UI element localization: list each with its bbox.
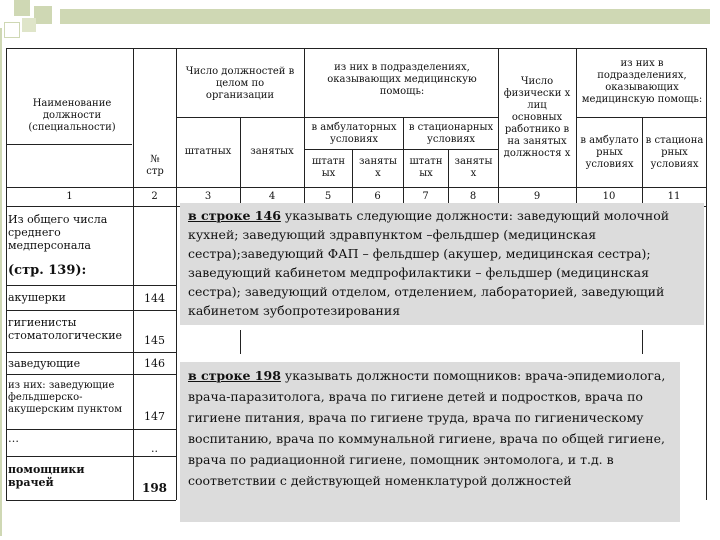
row-num-145: 145 bbox=[144, 334, 165, 347]
header-occupied-inpatient: заняты х bbox=[454, 156, 493, 179]
row-label-dental-hygienists: гигиенисты стоматологические bbox=[8, 316, 123, 342]
header-outpatient: в амбулаторных условиях bbox=[311, 122, 397, 145]
col-number-3: 3 bbox=[204, 190, 212, 202]
header-occupied-outpatient: заняты х bbox=[359, 156, 397, 179]
col-number-5: 5 bbox=[324, 190, 332, 202]
row-num-147: 147 bbox=[144, 410, 165, 423]
row-num-146: 146 bbox=[144, 357, 165, 370]
decor-square-1 bbox=[14, 0, 30, 16]
row-label-mid-staff-ref: (стр. 139): bbox=[8, 263, 87, 278]
note-row-198-prefix: в строке 198 bbox=[188, 368, 281, 383]
header-inpatient-2: в стациона рных условиях bbox=[645, 135, 704, 170]
col-number-4: 4 bbox=[268, 190, 276, 202]
header-occupied: занятых bbox=[250, 146, 294, 157]
row-label-ellipsis: … bbox=[8, 432, 19, 445]
header-outpatient-2: в амбулато рных условиях bbox=[580, 135, 639, 170]
decor-square-2 bbox=[34, 6, 52, 24]
row-num-144: 144 bbox=[144, 292, 165, 305]
accent-bar bbox=[60, 9, 710, 24]
col-number-11: 11 bbox=[667, 190, 681, 202]
col-number-1: 1 bbox=[66, 190, 73, 202]
note-row-146-text: указывать следующие должности: заведующий молочной кухней; заведующий здравпунктом –фельдшер (медицинская сестра);заведующий ФАП – фельдшер (акушер, медицинская сестра); заведующий кабинетом медпрофилактики – фельдшер (медицинская сестра); заведующий отделом, отделением, лабораторией, заведующий кабинетом зубопротезирования bbox=[188, 208, 670, 318]
col-number-2: 2 bbox=[151, 190, 158, 202]
decor-square-4 bbox=[4, 22, 20, 38]
col-number-6: 6 bbox=[374, 190, 381, 202]
header-staff-outpatient: штатн ых bbox=[312, 156, 345, 179]
col-number-10: 10 bbox=[602, 190, 616, 202]
row-label-mid-staff: Из общего числа среднего медперсонала bbox=[8, 213, 108, 252]
row-num-198: 198 bbox=[141, 481, 168, 495]
col-number-8: 8 bbox=[469, 190, 477, 202]
header-physical-persons: Число физически х лиц основных работнико в на занятых должностя х bbox=[503, 76, 571, 159]
note-row-198 bbox=[180, 362, 680, 522]
header-name-col: Наименование должности (специальности) bbox=[28, 98, 116, 133]
note-row-146 bbox=[180, 203, 704, 325]
header-of-them-subdivisions-2: из них в подразделениях, оказывающих медицинскую помощь: bbox=[581, 58, 703, 105]
row-label-doctor-assistants: помощники врачей bbox=[8, 463, 85, 489]
row-label-fap-heads: из них: заведующие фельдшерско-акушерским пунктом bbox=[8, 380, 122, 415]
header-inpatient: в стационарных условиях bbox=[408, 122, 494, 145]
header-of-them-subdivisions: из них в подразделениях, оказывающих медицинскую помощь: bbox=[327, 62, 477, 97]
header-staff: штатных bbox=[184, 146, 232, 157]
row-label-midwives: акушерки bbox=[8, 291, 66, 304]
header-staff-inpatient: штатн ых bbox=[409, 156, 443, 179]
left-accent-line bbox=[0, 28, 2, 536]
header-num-col: № стр bbox=[146, 154, 164, 177]
note-row-198-text: указывать должности помощников: врача-эпидемиолога, врача-паразитолога, врача по гигиене детей и подростков, врача по гигиене питания, врача по гигиене труда, врача по гигиеническому воспитанию, врача по коммунальной гигиене, врача по общей гигиене, врача по радиационной гигиене, помощник энтомолога, и т.д. в соответствии с действующей номенклатурой должностей bbox=[188, 368, 666, 488]
header-total-positions: Число должностей в целом по организации bbox=[185, 66, 295, 101]
col-number-7: 7 bbox=[422, 190, 429, 202]
decor-square-3 bbox=[22, 18, 36, 32]
note-row-146-prefix: в строке 146 bbox=[188, 208, 281, 223]
row-label-heads: заведующие bbox=[8, 357, 81, 370]
col-number-9: 9 bbox=[533, 190, 541, 202]
row-num-ellipsis: .. bbox=[151, 442, 158, 455]
